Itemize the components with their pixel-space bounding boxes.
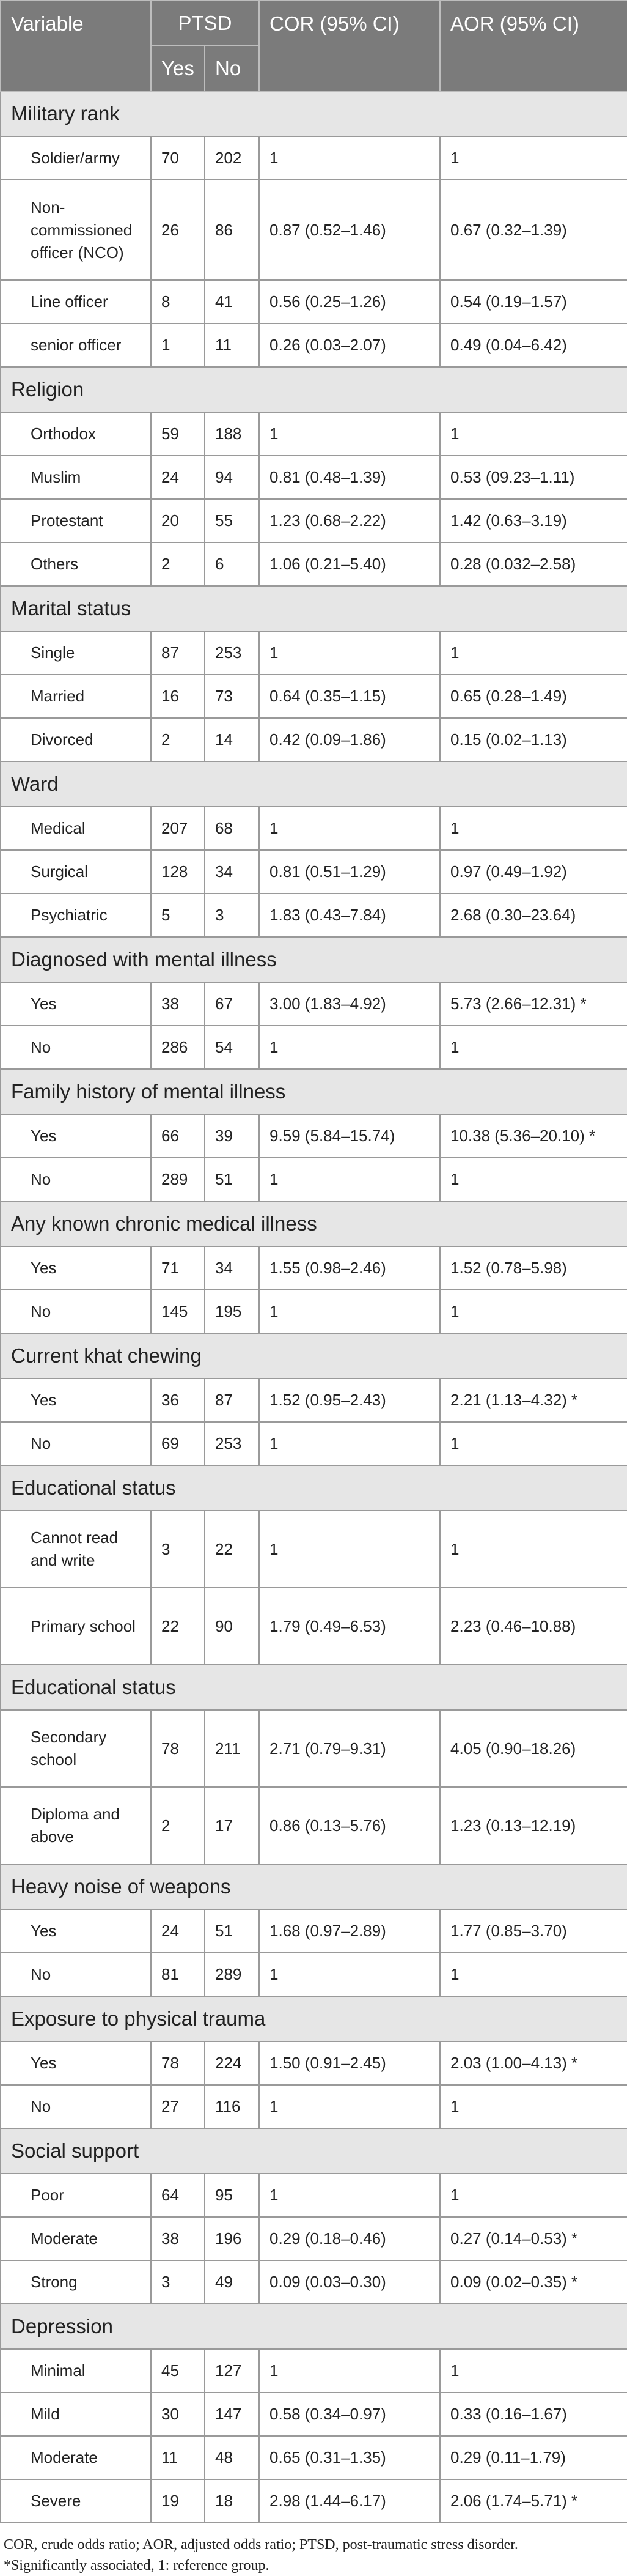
section-title: Exposure to physical trauma xyxy=(1,1996,627,2041)
ptsd-yes-count: 3 xyxy=(151,2260,205,2304)
section-title: Marital status xyxy=(1,586,627,631)
ptsd-no-count: 188 xyxy=(205,412,259,456)
row-label: Severe xyxy=(1,2479,151,2523)
cor-value: 1 xyxy=(259,2174,440,2217)
ptsd-yes-count: 87 xyxy=(151,631,205,675)
ptsd-no-count: 18 xyxy=(205,2479,259,2523)
row-label: Line officer xyxy=(1,280,151,324)
table-body xyxy=(1,91,627,2523)
ptsd-no-count: 116 xyxy=(205,2085,259,2128)
aor-value: 0.53 (09.23–1.11) xyxy=(440,456,627,499)
row-label: Orthodox xyxy=(1,412,151,456)
ptsd-yes-count: 2 xyxy=(151,718,205,761)
cor-value: 1 xyxy=(259,2349,440,2393)
aor-value: 1.42 (0.63–3.19) xyxy=(440,499,627,542)
ptsd-yes-count: 22 xyxy=(151,1588,205,1665)
cor-value: 0.86 (0.13–5.76) xyxy=(259,1787,440,1864)
ptsd-no-count: 289 xyxy=(205,1953,259,1996)
table-row xyxy=(1,2349,627,2393)
section-header-row xyxy=(1,1465,627,1511)
ptsd-no-count: 67 xyxy=(205,982,259,1026)
aor-value: 1 xyxy=(440,136,627,180)
ptsd-yes-count: 3 xyxy=(151,1511,205,1588)
ptsd-no-count: 39 xyxy=(205,1114,259,1158)
ptsd-yes-count: 20 xyxy=(151,499,205,542)
ptsd-yes-count: 207 xyxy=(151,807,205,850)
row-label: Secondary school xyxy=(1,1710,151,1787)
table-row xyxy=(1,2479,627,2523)
table-row xyxy=(1,2174,627,2217)
row-label: Others xyxy=(1,542,151,586)
cor-value: 1 xyxy=(259,412,440,456)
cor-value: 1 xyxy=(259,1026,440,1069)
table-row xyxy=(1,1246,627,1290)
cor-value: 9.59 (5.84–15.74) xyxy=(259,1114,440,1158)
aor-value: 0.97 (0.49–1.92) xyxy=(440,850,627,894)
row-label: Yes xyxy=(1,982,151,1026)
cor-value: 0.65 (0.31–1.35) xyxy=(259,2436,440,2479)
aor-value: 1 xyxy=(440,412,627,456)
cor-value: 0.56 (0.25–1.26) xyxy=(259,280,440,324)
cor-value: 1 xyxy=(259,1422,440,1465)
table-row xyxy=(1,807,627,850)
ptsd-yes-count: 286 xyxy=(151,1026,205,1069)
ptsd-no-count: 54 xyxy=(205,1026,259,1069)
aor-value: 5.73 (2.66–12.31) * xyxy=(440,982,627,1026)
table-row xyxy=(1,675,627,718)
aor-value: 1 xyxy=(440,1953,627,1996)
cor-value: 0.42 (0.09–1.86) xyxy=(259,718,440,761)
cor-value: 2.71 (0.79–9.31) xyxy=(259,1710,440,1787)
section-title: Ward xyxy=(1,761,627,807)
table-row xyxy=(1,850,627,894)
aor-value: 0.65 (0.28–1.49) xyxy=(440,675,627,718)
cor-value: 1 xyxy=(259,1290,440,1333)
section-title: Social support xyxy=(1,2128,627,2174)
ptsd-no-count: 195 xyxy=(205,1290,259,1333)
cor-value: 1 xyxy=(259,1953,440,1996)
cor-value: 0.81 (0.51–1.29) xyxy=(259,850,440,894)
table-row xyxy=(1,1114,627,1158)
row-label: No xyxy=(1,1158,151,1201)
cor-value: 1 xyxy=(259,631,440,675)
table-row xyxy=(1,1158,627,1201)
ptsd-yes-count: 30 xyxy=(151,2393,205,2436)
table-footnotes xyxy=(0,2523,627,2576)
ptsd-no-count: 22 xyxy=(205,1511,259,1588)
ptsd-yes-count: 5 xyxy=(151,894,205,937)
row-label: Surgical xyxy=(1,850,151,894)
cor-value: 0.09 (0.03–0.30) xyxy=(259,2260,440,2304)
table-row xyxy=(1,2085,627,2128)
ptsd-no-count: 55 xyxy=(205,499,259,542)
aor-value: 2.23 (0.46–10.88) xyxy=(440,1588,627,1665)
aor-value: 1 xyxy=(440,1422,627,1465)
row-label: Non-commissioned officer (NCO) xyxy=(1,180,151,280)
table-row xyxy=(1,1511,627,1588)
ptsd-no-count: 73 xyxy=(205,675,259,718)
cor-value: 1.52 (0.95–2.43) xyxy=(259,1379,440,1422)
ptsd-no-count: 211 xyxy=(205,1710,259,1787)
ptsd-yes-count: 1 xyxy=(151,324,205,367)
ptsd-no-count: 34 xyxy=(205,1246,259,1290)
table-row xyxy=(1,1290,627,1333)
row-label: No xyxy=(1,2085,151,2128)
ptsd-yes-count: 66 xyxy=(151,1114,205,1158)
aor-value: 1.77 (0.85–3.70) xyxy=(440,1909,627,1953)
aor-value: 4.05 (0.90–18.26) xyxy=(440,1710,627,1787)
row-label: Poor xyxy=(1,2174,151,2217)
aor-value: 2.06 (1.74–5.71) * xyxy=(440,2479,627,2523)
row-label: Single xyxy=(1,631,151,675)
section-title: Educational status xyxy=(1,1665,627,1710)
ptsd-yes-count: 78 xyxy=(151,2041,205,2085)
ptsd-no-count: 147 xyxy=(205,2393,259,2436)
section-header-row xyxy=(1,761,627,807)
row-label: Divorced xyxy=(1,718,151,761)
ptsd-yes-count: 81 xyxy=(151,1953,205,1996)
ptsd-yes-count: 11 xyxy=(151,2436,205,2479)
header-ptsd: PTSD xyxy=(151,1,259,46)
ptsd-no-count: 127 xyxy=(205,2349,259,2393)
aor-value: 0.09 (0.02–0.35) * xyxy=(440,2260,627,2304)
section-header-row xyxy=(1,937,627,982)
table-header xyxy=(1,1,627,91)
aor-value: 0.15 (0.02–1.13) xyxy=(440,718,627,761)
table-row xyxy=(1,982,627,1026)
ptsd-yes-count: 16 xyxy=(151,675,205,718)
ptsd-yes-count: 24 xyxy=(151,1909,205,1953)
ptsd-no-count: 94 xyxy=(205,456,259,499)
aor-value: 1 xyxy=(440,1026,627,1069)
aor-value: 2.21 (1.13–4.32) * xyxy=(440,1379,627,1422)
table-row xyxy=(1,1026,627,1069)
ptsd-yes-count: 64 xyxy=(151,2174,205,2217)
aor-value: 10.38 (5.36–20.10) * xyxy=(440,1114,627,1158)
section-header-row xyxy=(1,1201,627,1246)
table-row xyxy=(1,718,627,761)
cor-value: 0.29 (0.18–0.46) xyxy=(259,2217,440,2260)
cor-value: 0.81 (0.48–1.39) xyxy=(259,456,440,499)
ptsd-no-count: 253 xyxy=(205,1422,259,1465)
aor-value: 0.54 (0.19–1.57) xyxy=(440,280,627,324)
row-label: Moderate xyxy=(1,2436,151,2479)
ptsd-no-count: 14 xyxy=(205,718,259,761)
ptsd-yes-count: 36 xyxy=(151,1379,205,1422)
section-header-row xyxy=(1,2304,627,2349)
table-row xyxy=(1,1710,627,1787)
ptsd-no-count: 34 xyxy=(205,850,259,894)
table-row xyxy=(1,324,627,367)
aor-value: 1 xyxy=(440,631,627,675)
cor-value: 0.64 (0.35–1.15) xyxy=(259,675,440,718)
table-row xyxy=(1,894,627,937)
section-title: Any known chronic medical illness xyxy=(1,1201,627,1246)
ptsd-no-count: 90 xyxy=(205,1588,259,1665)
ptsd-no-count: 202 xyxy=(205,136,259,180)
row-label: senior officer xyxy=(1,324,151,367)
aor-value: 2.68 (0.30–23.64) xyxy=(440,894,627,937)
row-label: Mild xyxy=(1,2393,151,2436)
table-row xyxy=(1,136,627,180)
header-no: No xyxy=(205,46,259,91)
aor-value: 1 xyxy=(440,807,627,850)
aor-value: 0.49 (0.04–6.42) xyxy=(440,324,627,367)
section-header-row xyxy=(1,1069,627,1114)
ptsd-yes-count: 69 xyxy=(151,1422,205,1465)
row-label: Yes xyxy=(1,2041,151,2085)
table-row xyxy=(1,542,627,586)
aor-value: 0.28 (0.032–2.58) xyxy=(440,542,627,586)
cor-value: 1.55 (0.98–2.46) xyxy=(259,1246,440,1290)
aor-value: 1 xyxy=(440,1290,627,1333)
table-row xyxy=(1,2041,627,2085)
cor-value: 1 xyxy=(259,136,440,180)
ptsd-yes-count: 8 xyxy=(151,280,205,324)
table-row xyxy=(1,2393,627,2436)
row-label: Strong xyxy=(1,2260,151,2304)
section-title: Military rank xyxy=(1,91,627,136)
aor-value: 1.52 (0.78–5.98) xyxy=(440,1246,627,1290)
ptsd-yes-count: 45 xyxy=(151,2349,205,2393)
ptsd-no-count: 3 xyxy=(205,894,259,937)
aor-value: 1 xyxy=(440,2174,627,2217)
ptsd-yes-count: 38 xyxy=(151,2217,205,2260)
section-title: Current khat chewing xyxy=(1,1333,627,1379)
ptsd-no-count: 224 xyxy=(205,2041,259,2085)
section-header-row xyxy=(1,91,627,136)
aor-value: 1 xyxy=(440,2085,627,2128)
cor-value: 1.79 (0.49–6.53) xyxy=(259,1588,440,1665)
table-row xyxy=(1,499,627,542)
cor-value: 1 xyxy=(259,1511,440,1588)
cor-value: 0.87 (0.52–1.46) xyxy=(259,180,440,280)
row-label: No xyxy=(1,1422,151,1465)
table-row xyxy=(1,2260,627,2304)
table-row xyxy=(1,456,627,499)
header-cor: COR (95% CI) xyxy=(259,1,440,91)
cor-value: 0.58 (0.34–0.97) xyxy=(259,2393,440,2436)
ptsd-yes-count: 26 xyxy=(151,180,205,280)
ptsd-yes-count: 2 xyxy=(151,542,205,586)
header-aor: AOR (95% CI) xyxy=(440,1,627,91)
section-title: Family history of mental illness xyxy=(1,1069,627,1114)
aor-value: 0.33 (0.16–1.67) xyxy=(440,2393,627,2436)
row-label: Yes xyxy=(1,1379,151,1422)
table-row xyxy=(1,1588,627,1665)
row-label: Primary school xyxy=(1,1588,151,1665)
ptsd-no-count: 87 xyxy=(205,1379,259,1422)
ptsd-no-count: 41 xyxy=(205,280,259,324)
table-row xyxy=(1,1379,627,1422)
cor-value: 1 xyxy=(259,2085,440,2128)
row-label: Muslim xyxy=(1,456,151,499)
row-label: Medical xyxy=(1,807,151,850)
ptsd-yes-count: 27 xyxy=(151,2085,205,2128)
cor-value: 1.23 (0.68–2.22) xyxy=(259,499,440,542)
cor-value: 1 xyxy=(259,807,440,850)
table-row xyxy=(1,631,627,675)
ptsd-yes-count: 289 xyxy=(151,1158,205,1201)
aor-value: 0.27 (0.14–0.53) * xyxy=(440,2217,627,2260)
section-title: Heavy noise of weapons xyxy=(1,1864,627,1909)
section-header-row xyxy=(1,2128,627,2174)
ptsd-no-count: 68 xyxy=(205,807,259,850)
table-row xyxy=(1,412,627,456)
ptsd-no-count: 95 xyxy=(205,2174,259,2217)
aor-value: 1 xyxy=(440,1511,627,1588)
aor-value: 1.23 (0.13–12.19) xyxy=(440,1787,627,1864)
table-row xyxy=(1,1909,627,1953)
ptsd-no-count: 51 xyxy=(205,1909,259,1953)
section-header-row xyxy=(1,367,627,412)
ptsd-yes-count: 128 xyxy=(151,850,205,894)
row-label: Moderate xyxy=(1,2217,151,2260)
ptsd-yes-count: 145 xyxy=(151,1290,205,1333)
section-title: Diagnosed with mental illness xyxy=(1,937,627,982)
table-row xyxy=(1,180,627,280)
section-title: Depression xyxy=(1,2304,627,2349)
cor-value: 1.50 (0.91–2.45) xyxy=(259,2041,440,2085)
ptsd-no-count: 51 xyxy=(205,1158,259,1201)
section-header-row xyxy=(1,586,627,631)
ptsd-yes-count: 78 xyxy=(151,1710,205,1787)
table-row xyxy=(1,1787,627,1864)
section-header-row xyxy=(1,1996,627,2041)
row-label: No xyxy=(1,1290,151,1333)
footnote-abbreviations: COR, crude odds ratio; AOR, adjusted odds ratio; PTSD, post-traumatic stress disorder. xyxy=(4,2537,518,2553)
header-variable: Variable xyxy=(1,1,151,91)
row-label: Cannot read and write xyxy=(1,1511,151,1588)
cor-value: 1.68 (0.97–2.89) xyxy=(259,1909,440,1953)
row-label: Diploma and above xyxy=(1,1787,151,1864)
cor-value: 1 xyxy=(259,1158,440,1201)
ptsd-yes-count: 70 xyxy=(151,136,205,180)
row-label: No xyxy=(1,1953,151,1996)
section-header-row xyxy=(1,1665,627,1710)
ptsd-no-count: 253 xyxy=(205,631,259,675)
ptsd-no-count: 6 xyxy=(205,542,259,586)
ptsd-no-count: 11 xyxy=(205,324,259,367)
section-title: Educational status xyxy=(1,1465,627,1511)
row-label: Minimal xyxy=(1,2349,151,2393)
row-label: Yes xyxy=(1,1246,151,1290)
ptsd-yes-count: 38 xyxy=(151,982,205,1026)
cor-value: 2.98 (1.44–6.17) xyxy=(259,2479,440,2523)
ptsd-no-count: 196 xyxy=(205,2217,259,2260)
cor-value: 3.00 (1.83–4.92) xyxy=(259,982,440,1026)
table-row xyxy=(1,2217,627,2260)
aor-value: 0.29 (0.11–1.79) xyxy=(440,2436,627,2479)
cor-value: 1.83 (0.43–7.84) xyxy=(259,894,440,937)
ptsd-yes-count: 24 xyxy=(151,456,205,499)
row-label: Protestant xyxy=(1,499,151,542)
table-row xyxy=(1,2436,627,2479)
row-label: Married xyxy=(1,675,151,718)
ptsd-yes-count: 59 xyxy=(151,412,205,456)
aor-value: 2.03 (1.00–4.13) * xyxy=(440,2041,627,2085)
aor-value: 1 xyxy=(440,2349,627,2393)
ptsd-no-count: 17 xyxy=(205,1787,259,1864)
section-title: Religion xyxy=(1,367,627,412)
row-label: Psychiatric xyxy=(1,894,151,937)
ptsd-no-count: 48 xyxy=(205,2436,259,2479)
aor-value: 1 xyxy=(440,1158,627,1201)
section-header-row xyxy=(1,1333,627,1379)
cor-value: 0.26 (0.03–2.07) xyxy=(259,324,440,367)
table-row xyxy=(1,1422,627,1465)
ptsd-yes-count: 19 xyxy=(151,2479,205,2523)
table-row xyxy=(1,1953,627,1996)
row-label: Yes xyxy=(1,1909,151,1953)
cor-value: 1.06 (0.21–5.40) xyxy=(259,542,440,586)
header-yes: Yes xyxy=(151,46,205,91)
ptsd-yes-count: 71 xyxy=(151,1246,205,1290)
ptsd-no-count: 86 xyxy=(205,180,259,280)
row-label: Soldier/army xyxy=(1,136,151,180)
footnote-significance: *Significantly associated, 1: reference group. xyxy=(4,2558,270,2574)
row-label: No xyxy=(1,1026,151,1069)
row-label: Yes xyxy=(1,1114,151,1158)
aor-value: 0.67 (0.32–1.39) xyxy=(440,180,627,280)
table-row xyxy=(1,280,627,324)
ptsd-no-count: 49 xyxy=(205,2260,259,2304)
section-header-row xyxy=(1,1864,627,1909)
ptsd-yes-count: 2 xyxy=(151,1787,205,1864)
